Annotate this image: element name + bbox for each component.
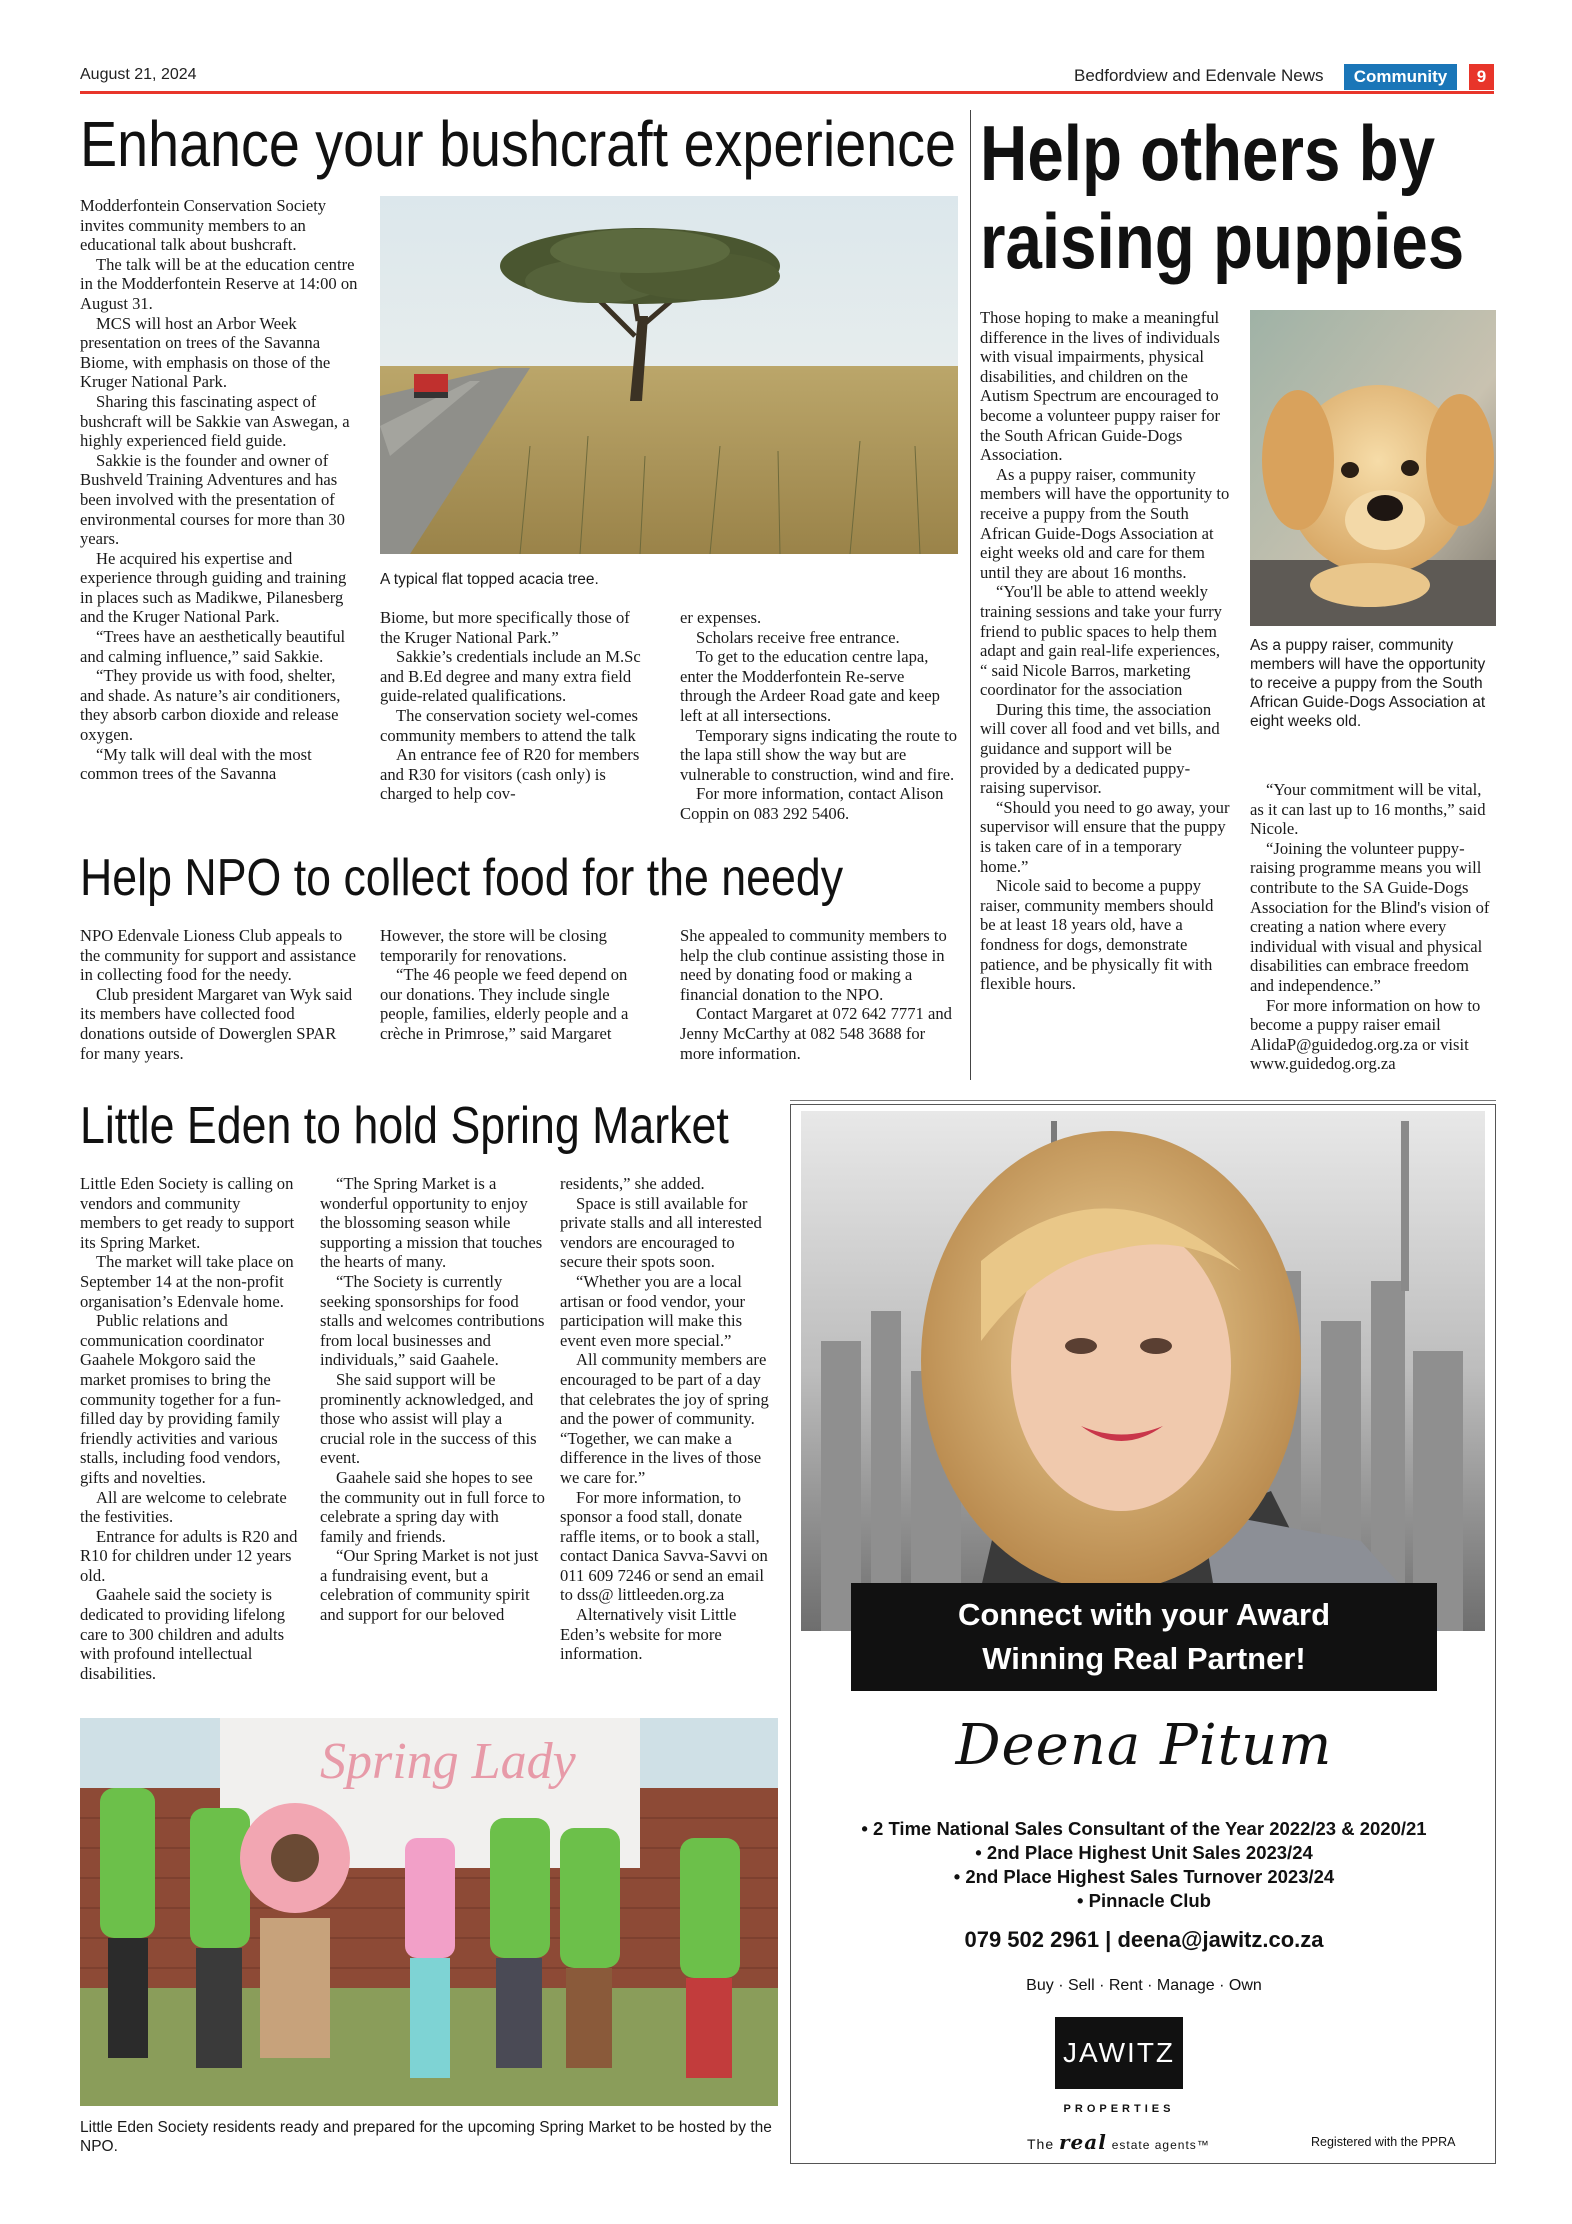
bushcraft-col2: Biome, but more specifically those of the Kruger National Park.” Sakkie’s credentials include an M.Sc and B.Ed degree and many extra field guide-related qualifications. The conservation society wel-comes community members to attend the talk An entrance fee of R20 for members and R30 for visitors (cash only) is charged to help cov- (380, 608, 641, 804)
tagline-pre: The (1027, 2136, 1055, 2152)
section-badge: Community (1344, 64, 1457, 90)
npo-col1: NPO Edenvale Lioness Club appeals to the community for support and assistance in collecting food for the needy. Club president Margaret van Wyk said its members have collected food donations outside of Dowerglen SPAR for many years. (80, 926, 357, 1063)
eden-col3: residents,” she added. Space is still available for private stalls and all interested vendors are encouraged to secure their spots soon. “Whether you are a local artisan or food vendor, your participation will make this event even more special.” All community members are encouraged to be part of a day that celebrates the joy of spring and the power of community. “Together, we can make a difference in the lives of those we care for.” For more information, to sponsor a food stall, donate raffle items, or to book a stall, contact Danica Savva-Savvi on 011 609 7246 or send an email to dss@ littleeden.org.za Alternatively visit Little Eden’s website for more information. (560, 1174, 769, 1664)
agent-portrait (801, 1111, 1485, 1631)
little-eden-photo (80, 1718, 778, 2106)
puppies-col1: Those hoping to make a meaningful difference in the lives of individuals with visual impairments, physical disabilities, and children on the Autism Spectrum are encouraged to become a volunteer puppy raiser for the South African Guide-Dogs Association. As a puppy raiser, community members will have the opportunity to receive a puppy from the South African Guide-Dogs Association at eight weeks old and care for them until they are about 16 months. “You'll be able to attend weekly training sessions and take your furry friend to public spaces to help them adapt and gain real-life experiences, “ said Nicole Barros, marketing coordinator for the association During this time, the association will cover all food and vet bills, and guidance and support will be provided by a dedicated puppy-raising supervisor. “Should you need to go away, your supervisor will ensure that the puppy is taken care of in a temporary home.” Nicole said to become a puppy raiser, community members should be at least 18 years old, have a fondness for dogs, demonstrate patience, and be physically fit with flexible hours. (980, 308, 1230, 994)
bushcraft-col3: er expenses. Scholars receive free entrance. To get to the education centre lapa, enter the Modderfontein Re-serve through the Ardeer Road gate and keep left at all intersections. Temporary signs indicating the route to the lapa still show the way but are vulnerable to construction, wind and fire. For more information, contact Alison Coppin on 083 292 5406. (680, 608, 958, 823)
npo-col2: However, the store will be closing temporarily for renovations. “The 46 people we feed depend on our donations. They include single people, families, elderly people and a crèche in Primrose,” said Margaret (380, 926, 629, 1043)
ad-banner-line2: Winning Real Partner! (982, 1641, 1306, 1676)
puppy-caption: As a puppy raiser, community members will have the opportunity to receive a puppy from the South African Guide-Dogs Association at eight weeks old. (1250, 637, 1486, 730)
acacia-photo (380, 196, 958, 554)
eden-col1: Little Eden Society is calling on vendors and community members to get ready to support its Spring Market. The market will take place on September 14 at the non-profit organisation’s Edenvale home. Public relations and communication coordinator Gaahele Mokgoro said the market promises to bring the community together for a fun-filled day by providing family friendly activities and various stalls, including food vendors, gifts and novelties. All are welcome to celebrate the festivities. Entrance for adults is R20 and R10 for children under 12 years old. Gaahele said the society is dedicated to providing lifelong care to 300 children and adults with profound intellectual disabilities. (80, 1174, 298, 1683)
ad-top-rule (790, 1100, 1496, 1101)
jawitz-logo: JAWITZ (1055, 2017, 1183, 2089)
header-rule (80, 91, 1494, 94)
eden-headline: Little Eden to hold Spring Market (80, 1097, 729, 1155)
achievement-item: • 2nd Place Highest Unit Sales 2023/24 (975, 1842, 1313, 1863)
puppies-col2: “Your commitment will be vital, as it can last up to 16 months,” said Nicole. “Joining the volunteer puppy-raising programme means you will contribute to the SA Guide-Dogs Association for the Blind's vision of creating a nation where every individual with visual and physical disabilities can embrace freedom and independence.” For more information on how to become a puppy raiser email AlidaP@guidedog.org.za or visit www.guidedog.org.za (1250, 780, 1490, 1074)
npo-col3: She appealed to community members to help the club continue assisting those in need by donating food or making a financial donation to the NPO. Contact Margaret at 072 642 7771 and Jenny McCarthy at 082 548 3688 for more information. (680, 926, 952, 1063)
little-eden-caption: Little Eden Society residents ready and prepared for the upcoming Spring Market to be hosted by the NPO. (80, 2119, 772, 2155)
puppies-headline: Help others by raising puppies (980, 109, 1465, 285)
agent-contact: 079 502 2961 | deena@jawitz.co.za (964, 1927, 1324, 1952)
jawitz-tagline (1027, 2130, 1210, 2154)
achievement-item: • Pinnacle Club (1077, 1890, 1211, 1911)
jawitz-advert (790, 1104, 1496, 2164)
agent-signature: Deena Pitum (955, 1713, 1333, 1778)
bushcraft-col1: Modderfontein Conservation Society invites community members to an educational talk about bushcraft. The talk will be at the education centre in the Modderfontein Reserve at 14:00 on August 31. MCS will host an Arbor Week presentation on trees of the Savanna Biome, with emphasis on those of the Kruger National Park. Sharing this fascinating aspect of bushcraft will be Sakkie van Aswegan, a highly experienced field guide. Sakkie is the founder and owner of Bushveld Training Adventures and has been involved with the presentation of environmental courses for more than 30 years. He acquired his expertise and experience through guiding and training in places such as Madikwe, Pilanesberg and the Kruger National Park. “Trees have an aesthetically beautiful and calming influence,” said Sakkie. “They provide us with food, shelter, and shade. As nature’s air conditioners, they absorb carbon dioxide and release oxygen. “My talk will deal with the most common trees of the Savanna (80, 196, 358, 784)
puppy-photo (1250, 310, 1496, 626)
achievement-item: • 2nd Place Highest Sales Turnover 2023/24 (953, 1866, 1335, 1887)
ppra-note: Registered with the PPRA (1311, 2135, 1456, 2149)
page-number: 9 (1469, 64, 1494, 90)
acacia-caption: A typical flat topped acacia tree. (380, 571, 599, 588)
tagline-post: estate agents™ (1111, 2138, 1210, 2152)
issue-date: August 21, 2024 (80, 66, 197, 83)
publication-name: Bedfordview and Edenvale News (1074, 66, 1324, 85)
tagline-em: real (1059, 2130, 1107, 2154)
ad-banner-line1: Connect with your Award (957, 1597, 1331, 1632)
column-divider (970, 110, 971, 1080)
services-line: Buy · Sell · Rent · Manage · Own (1026, 1977, 1262, 1994)
jawitz-logo-sub: PROPERTIES (1063, 2103, 1175, 2115)
bushcraft-headline: Enhance your bushcraft experience (80, 108, 956, 180)
achievement-item: • 2 Time National Sales Consultant of the Year 2022/23 & 2020/21 (861, 1818, 1427, 1839)
npo-headline: Help NPO to collect food for the needy (80, 849, 844, 907)
ad-banner (851, 1583, 1437, 1691)
eden-col2: “The Spring Market is a wonderful opportunity to enjoy the blossoming season while supporting a mission that touches the hearts of many. “The Society is currently seeking sponsorships for food stalls and welcomes contributions from local businesses and individuals,” said Gaahele. She said support will be prominently acknowledged, and those who assist will play a crucial role in the success of this event. Gaahele said she hopes to see the community out in full force to celebrate a spring day with family and friends. “Our Spring Market is not just a fundraising event, but a celebration of community spirit and support for our beloved (320, 1174, 545, 1625)
achievements-list (791, 1817, 1497, 1913)
spring-banner-text: Spring Lady (320, 1733, 576, 1790)
